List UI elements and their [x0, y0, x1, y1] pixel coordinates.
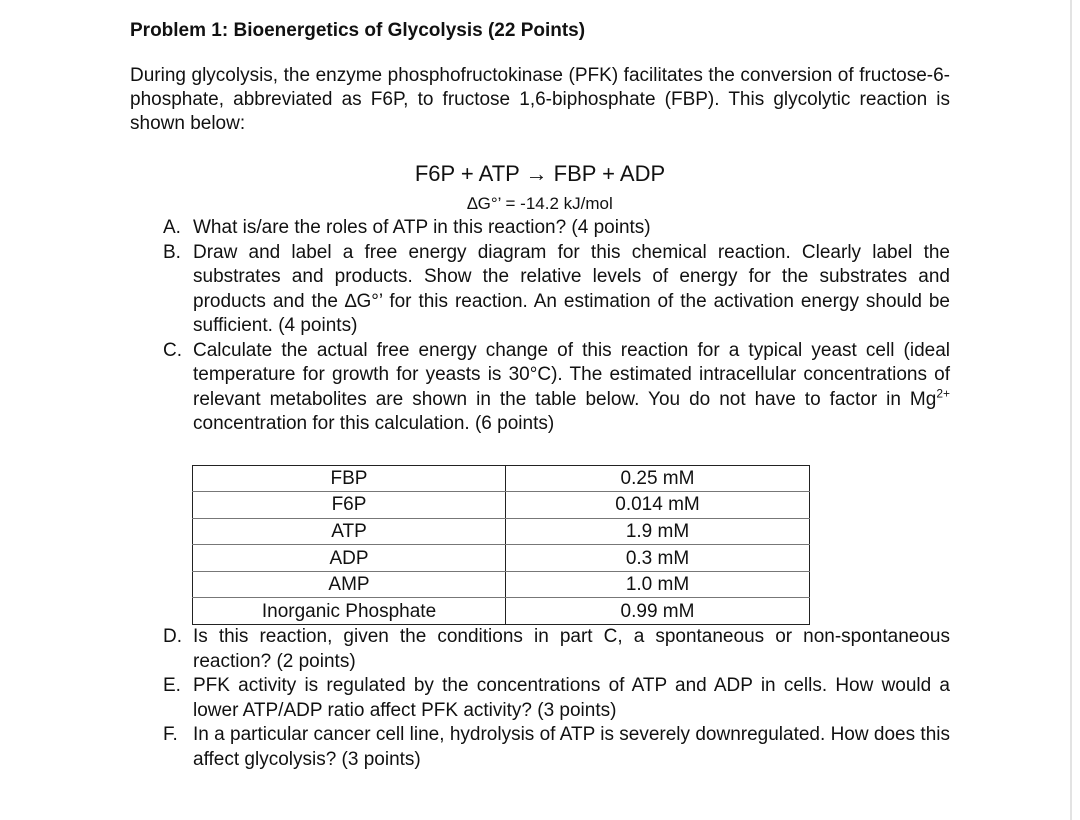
metabolite-name: Inorganic Phosphate	[193, 598, 506, 625]
question-item	[130, 241, 950, 339]
question-item	[130, 723, 950, 772]
metabolite-name: ADP	[193, 545, 506, 572]
metabolite-name: F6P	[193, 492, 506, 519]
question-text: What is/are the roles of ATP in this reaction? (4 points)	[193, 217, 651, 238]
question-marker: E.	[163, 675, 181, 697]
reaction-delta-g: ∆G°’ = -14.2 kJ/mol	[467, 194, 613, 213]
metabolite-name: AMP	[193, 571, 506, 598]
question-marker: D.	[163, 626, 182, 648]
question-text: Is this reaction, given the conditions in part C, a spontaneous or non-spontaneous reaction? (2 points)	[193, 626, 950, 672]
problem-title: Problem 1: Bioenergetics of Glycolysis (22 Points)	[130, 20, 586, 41]
metabolite-concentration: 0.99 mM	[506, 598, 810, 625]
table-row	[193, 598, 810, 625]
problem-page	[130, 18, 950, 772]
questions-list-a-c	[130, 216, 950, 437]
question-item	[130, 339, 950, 437]
question-text-after: concentration for this calculation. (6 points)	[193, 413, 555, 434]
table-row	[193, 518, 810, 545]
table-row	[193, 545, 810, 572]
question-text-before: Calculate the actual free energy change of this reaction for a typical yeast cell (ideal temperature for growth for yeasts is 30°C). The estimated intracellular concentrations of relevant metabolites are shown in the table below. You do not have to factor in Mg	[193, 339, 950, 410]
question-marker: F.	[163, 724, 178, 746]
question-text: PFK activity is regulated by the concentrations of ATP and ADP in cells. How would a lower ATP/ADP ratio affect PFK activity? (3 points)	[193, 675, 950, 721]
metabolite-concentration: 0.3 mM	[506, 545, 810, 572]
question-item	[130, 625, 950, 674]
problem-intro: During glycolysis, the enzyme phosphofructokinase (PFK) facilitates the conversion of fructose-6-phosphate, abbreviated as F6P, to fructose 1,6-biphosphate (FBP). This glycolytic reaction is shown below:	[130, 65, 950, 134]
ion-charge-superscript: 2+	[936, 386, 950, 401]
question-item	[130, 216, 950, 241]
table-row	[193, 492, 810, 519]
metabolite-concentration: 0.25 mM	[506, 465, 810, 492]
metabolite-concentration-table	[192, 465, 810, 626]
metabolite-concentration: 1.9 mM	[506, 518, 810, 545]
question-item	[130, 674, 950, 723]
questions-list-d-f	[130, 625, 950, 772]
metabolite-concentration: 1.0 mM	[506, 571, 810, 598]
reaction-block	[130, 160, 950, 216]
question-marker: B.	[163, 241, 181, 263]
question-marker: C.	[163, 339, 182, 361]
question-marker: A.	[163, 217, 181, 238]
question-text: Draw and label a free energy diagram for this chemical reaction. Clearly label the substrates and products. Show the relative levels of energy for the substrates and products and the ∆G°’ for this reaction. An estimation of the activation energy should be sufficient. (4 points)	[193, 241, 950, 336]
question-text	[193, 340, 950, 435]
table-row	[193, 571, 810, 598]
metabolite-name: FBP	[193, 465, 506, 492]
question-text: In a particular cancer cell line, hydrolysis of ATP is severely downregulated. How does this affect glycolysis? (3 points)	[193, 724, 950, 770]
metabolite-name: ATP	[193, 518, 506, 545]
table-row	[193, 465, 810, 492]
metabolite-concentration: 0.014 mM	[506, 492, 810, 519]
reaction-equation: F6P + ATP → FBP + ADP	[414, 161, 666, 186]
page-edge-divider	[1070, 0, 1072, 820]
